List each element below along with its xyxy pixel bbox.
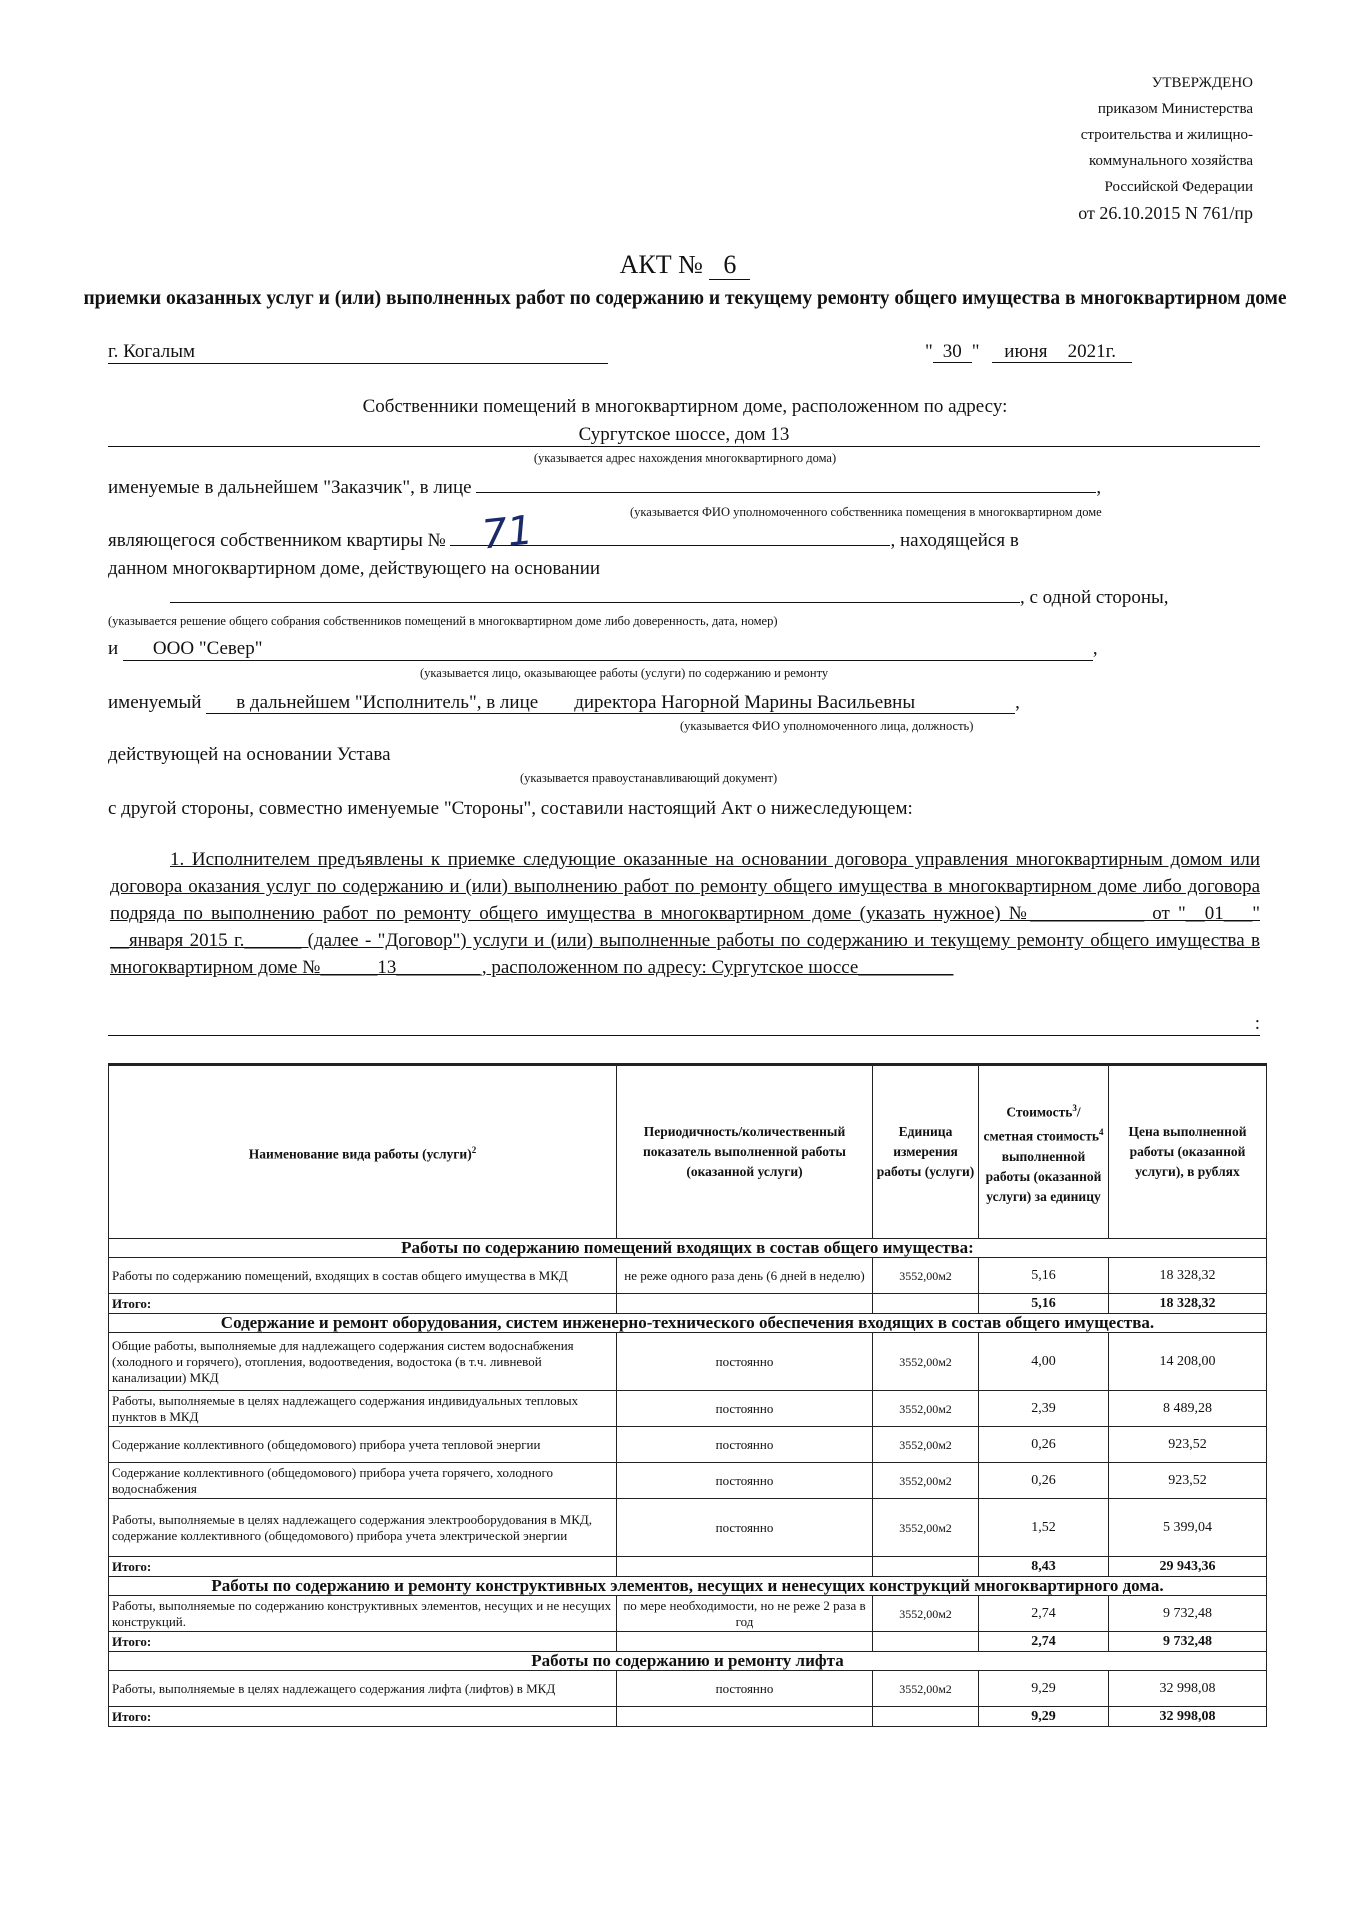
- section-title: Работы по содержанию помещений входящих в состав общего имущества:: [109, 1239, 1267, 1258]
- approval-line: приказом Министерства: [1097, 101, 1253, 117]
- total-empty: [873, 1557, 979, 1577]
- total-label: Итого:: [109, 1294, 617, 1314]
- act-number: 6: [709, 250, 750, 280]
- date-year: 2021г.: [1060, 341, 1132, 363]
- work-period: постоянно: [617, 1333, 873, 1391]
- named-role: в дальнейшем "Исполнитель", в лице: [206, 692, 544, 714]
- total-label: Итого:: [109, 1632, 617, 1652]
- work-price: 9 732,48: [1109, 1596, 1267, 1632]
- section-title: Содержание и ремонт оборудования, систем инженерно-технического обеспечения входящих в состав общего имущества.: [109, 1314, 1267, 1333]
- total-cost: 2,74: [979, 1632, 1109, 1652]
- work-name: Общие работы, выполняемые для надлежащего содержания систем водоснабжения (холодного и горячего), отопления, водоотведения, водостока (в т.ч. ливневой канализации) МКД: [109, 1333, 617, 1391]
- work-name: Работы, выполняемые в целях надлежащего содержания электрооборудования в МКД, содержание коллективного (общедомового) прибора учета электрической энергии: [109, 1499, 617, 1557]
- approval-order: от 26.10.2015 N 761/пр: [1078, 203, 1253, 223]
- total-row: [109, 1294, 1267, 1314]
- contractor-name: ООО "Север": [123, 638, 1093, 661]
- work-price: 8 489,28: [1109, 1391, 1267, 1427]
- work-period: постоянно: [617, 1391, 873, 1427]
- work-unit: 3552,00м2: [873, 1671, 979, 1707]
- work-price: 923,52: [1109, 1427, 1267, 1463]
- act-title: [0, 250, 1370, 280]
- table-row: [109, 1333, 1267, 1391]
- table-row: [109, 1391, 1267, 1427]
- total-empty: [617, 1557, 873, 1577]
- work-unit: 3552,00м2: [873, 1391, 979, 1427]
- work-cost: 0,26: [979, 1463, 1109, 1499]
- work-unit: 3552,00м2: [873, 1333, 979, 1391]
- contractor-hint: (указывается лицо, оказывающее работы (услуги) по содержанию и ремонту: [420, 666, 829, 680]
- city-text: г. Когалым: [108, 341, 196, 362]
- apartment-number-handwritten: 71: [479, 507, 536, 559]
- date-month: июня: [992, 341, 1059, 363]
- work-unit: 3552,00м2: [873, 1596, 979, 1632]
- total-row: [109, 1707, 1267, 1727]
- table-row: [109, 1596, 1267, 1632]
- total-empty: [617, 1707, 873, 1727]
- work-period: не реже одного раза день (6 дней в неделю): [617, 1258, 873, 1294]
- total-empty: [617, 1632, 873, 1652]
- work-name: Содержание коллективного (общедомового) прибора учета горячего, холодного водоснабжения: [109, 1463, 617, 1499]
- work-price: 32 998,08: [1109, 1671, 1267, 1707]
- total-price: 29 943,36: [1109, 1557, 1267, 1577]
- work-period: постоянно: [617, 1671, 873, 1707]
- customer-line: именуемые в дальнейшем "Заказчик", в лице ,: [108, 477, 1102, 498]
- total-empty: [873, 1294, 979, 1314]
- work-period: по мере необходимости, но не реже 2 раза в год: [617, 1596, 873, 1632]
- total-empty: [617, 1294, 873, 1314]
- total-empty: [873, 1707, 979, 1727]
- and-text: и: [108, 638, 119, 659]
- city: [108, 341, 608, 364]
- approval-line: УТВЕРЖДЕНО: [1151, 75, 1253, 91]
- address-hint: (указывается адрес нахождения многоквартирного дома): [533, 451, 837, 465]
- section-title-row: [109, 1652, 1267, 1671]
- total-label: Итого:: [109, 1707, 617, 1727]
- total-price: 9 732,48: [1109, 1632, 1267, 1652]
- table-row: [109, 1258, 1267, 1294]
- customer-text: именуемые в дальнейшем "Заказчик", в лице: [108, 477, 472, 498]
- header-period: Периодичность/количественный показатель выполненной работы (оказанной услуги): [617, 1065, 873, 1239]
- header-name: Наименование вида работы (услуги)$^2$: [109, 1065, 617, 1239]
- total-price: 18 328,32: [1109, 1294, 1267, 1314]
- section-title: Работы по содержанию и ремонту лифта: [109, 1652, 1267, 1671]
- work-cost: 0,26: [979, 1427, 1109, 1463]
- work-price: 923,52: [1109, 1463, 1267, 1499]
- work-period: постоянно: [617, 1427, 873, 1463]
- work-period: постоянно: [617, 1499, 873, 1557]
- work-name: Работы, выполняемые в целях надлежащего содержания лифта (лифтов) в МКД: [109, 1671, 617, 1707]
- apartment-line: [108, 530, 1019, 552]
- work-cost: 2,39: [979, 1391, 1109, 1427]
- table-row: [109, 1463, 1267, 1499]
- work-unit: 3552,00м2: [873, 1499, 979, 1557]
- work-cost: 4,00: [979, 1333, 1109, 1391]
- header-price: Цена выполненной работы (оказанной услуги), в рублях: [1109, 1065, 1267, 1239]
- total-price: 32 998,08: [1109, 1707, 1267, 1727]
- section-title-row: [109, 1239, 1267, 1258]
- work-period: постоянно: [617, 1463, 873, 1499]
- basis-blank-line: [170, 587, 1169, 609]
- acting-hint: (указывается правоустанавливающий документ): [520, 771, 778, 785]
- work-price: 14 208,00: [1109, 1333, 1267, 1391]
- work-cost: 1,52: [979, 1499, 1109, 1557]
- total-cost: 5,16: [979, 1294, 1109, 1314]
- named-text: именуемый: [108, 692, 202, 713]
- work-unit: 3552,00м2: [873, 1427, 979, 1463]
- work-unit: 3552,00м2: [873, 1463, 979, 1499]
- owners-intro: Собственники помещений в многоквартирном доме, расположенном по адресу:: [362, 396, 1008, 417]
- approval-line: строительства и жилищно-: [1080, 127, 1253, 143]
- owners-address: Сургутское шоссе, дом 13: [108, 424, 1260, 447]
- director-hint: (указывается ФИО уполномоченного лица, должность): [680, 719, 974, 733]
- work-cost: 5,16: [979, 1258, 1109, 1294]
- total-row: [109, 1557, 1267, 1577]
- section-title-row: [109, 1577, 1267, 1596]
- other-side-line: с другой стороны, совместно именуемые "Стороны", составили настоящий Акт о нижеследующем:: [108, 798, 913, 819]
- section-title: Работы по содержанию и ремонту конструктивных элементов, несущих и ненесущих конструкций многоквартирного дома.: [109, 1577, 1267, 1596]
- total-cost: 8,43: [979, 1557, 1109, 1577]
- apartment-label: являющегося собственником квартиры №: [108, 530, 446, 551]
- table-row: [109, 1499, 1267, 1557]
- section-title-row: [109, 1314, 1267, 1333]
- header-unit: Единица измерения работы (услуги): [873, 1065, 979, 1239]
- table-body: [109, 1239, 1267, 1727]
- works-table: [108, 1063, 1267, 1727]
- contractor-line: и ООО "Север" ,: [108, 638, 1098, 659]
- table-header-row: [109, 1065, 1267, 1239]
- work-cost: 9,29: [979, 1671, 1109, 1707]
- basis-line: данном многоквартирном доме, действующего на основании: [108, 558, 601, 579]
- work-name: Работы, выполняемые в целях надлежащего содержания индивидуальных тепловых пунктов в МКД: [109, 1391, 617, 1427]
- act-subtitle: приемки оказанных услуг и (или) выполненных работ по содержанию и текущему ремонту общего имущества в многоквартирном доме: [83, 288, 1287, 309]
- work-cost: 2,74: [979, 1596, 1109, 1632]
- work-price: 5 399,04: [1109, 1499, 1267, 1557]
- table-row: [109, 1427, 1267, 1463]
- table-row: [109, 1671, 1267, 1707]
- basis-blank: [170, 602, 1020, 603]
- work-name: Содержание коллективного (общедомового) прибора учета тепловой энергии: [109, 1427, 617, 1463]
- clause-1-colon: :: [108, 1013, 1260, 1036]
- acting-line: действующей на основании Устава: [108, 744, 391, 765]
- one-side-text: , с одной стороны,: [1020, 587, 1169, 608]
- total-row: [109, 1632, 1267, 1652]
- total-cost: 9,29: [979, 1707, 1109, 1727]
- work-name: Работы, выполняемые по содержанию конструктивных элементов, несущих и не несущих конструкций.: [109, 1596, 617, 1632]
- header-cost: Стоимость$^3$/сметная стоимость$^4$ выполненной работы (оказанной услуги) за единицу: [979, 1065, 1109, 1239]
- total-empty: [873, 1632, 979, 1652]
- work-name: Работы по содержанию помещений, входящих в состав общего имущества в МКД: [109, 1258, 617, 1294]
- act-date: " 30 " июня 2021г.: [925, 341, 1132, 363]
- work-price: 18 328,32: [1109, 1258, 1267, 1294]
- customer-blank: [476, 492, 1096, 493]
- work-unit: 3552,00м2: [873, 1258, 979, 1294]
- named-line: именуемый в дальнейшем "Исполнитель", в лице директора Нагорной Марины Васильевны ,: [108, 692, 1020, 713]
- approval-line: Российской Федерации: [1104, 179, 1253, 195]
- act-prefix: АКТ №: [619, 250, 703, 279]
- approval-block: [1078, 70, 1253, 226]
- customer-hint: (указывается ФИО уполномоченного собственника помещения в многоквартирном доме: [630, 505, 1102, 519]
- total-label: Итого:: [109, 1557, 617, 1577]
- located-text: , находящейся в: [890, 530, 1019, 551]
- date-day: 30: [933, 341, 972, 363]
- approval-line: коммунального хозяйства: [1089, 153, 1253, 169]
- basis-hint: (указывается решение общего собрания собственников помещений в многоквартирном доме либо доверенность, дата, номер): [108, 614, 778, 628]
- clause-1: 1. Исполнителем предъявлены к приемке следующие оказанные на основании договора управления многоквартирным домом или договора оказания услуг по содержанию и (или) выполнению работ по ремонту общего имущества в многоквартирном доме либо договора подряда по выполнению работ по ремонту общего имущества в многоквартирном доме (указать нужное) №____________ от "__01___" __января 2015 г.______ (далее - "Договор") услуги и (или) выполненные работы по содержанию и текущему ремонту общего имущества в многоквартирном доме №______13_________, расположенном по адресу: Сургутское шоссе__________: [110, 849, 1260, 978]
- director-name: директора Нагорной Марины Васильевны: [544, 692, 1015, 714]
